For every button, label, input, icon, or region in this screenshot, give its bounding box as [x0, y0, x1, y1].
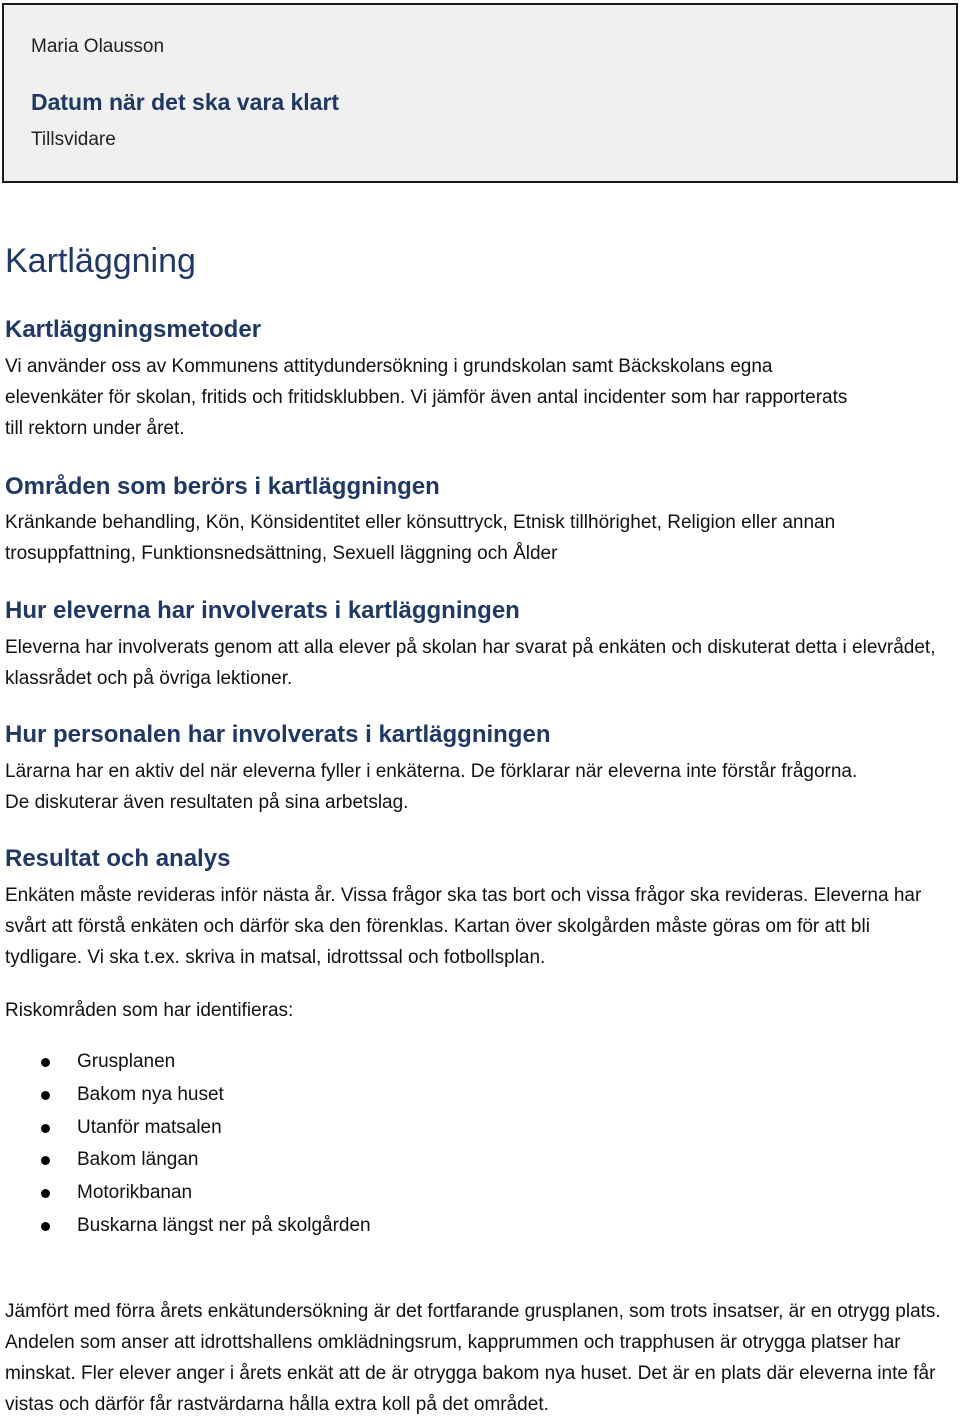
risk-areas-intro: Riskområden som har identifieras: — [5, 1000, 294, 1021]
section-heading-staff: Hur personalen har involverats i kartläggningen — [5, 721, 551, 748]
list-item — [5, 1177, 605, 1210]
closing-paragraph: Jämfört med förra årets enkätundersökning är det fortfarande grusplanen, som trots insatser, är en otrygg plats. Andelen som anser att idrottshallens omklädningsrum, kapprummen och trapphusen är otrygga platser har minskat. Fler elever anger i årets enkät att de är otrygga bakom nya huset. Det är en plats där eleverna inte får vistas och därför får rastvärdarna hålla extra koll på det området. — [5, 1301, 941, 1415]
section-heading-results: Resultat och analys — [5, 845, 231, 872]
list-item-label: Bakom längan — [77, 1149, 199, 1171]
list-item-label: Buskarna längst ner på skolgården — [77, 1214, 371, 1236]
bullet-icon — [41, 1058, 50, 1067]
list-item-label: Bakom nya huset — [77, 1083, 224, 1105]
list-item — [5, 1112, 605, 1145]
document-title: Kartläggning — [5, 242, 196, 280]
bullet-icon — [41, 1091, 50, 1100]
list-item — [5, 1079, 605, 1112]
list-item — [5, 1046, 605, 1079]
bullet-icon — [41, 1222, 50, 1231]
risk-areas-list — [5, 1046, 605, 1243]
list-item — [5, 1210, 605, 1243]
section-text-students: Eleverna har involverats genom att alla elever på skolan har svarat på enkäten och diskuterat detta i elevrådet, klassrådet och på övriga lektioner. — [5, 637, 936, 689]
list-item-label: Motorikbanan — [77, 1182, 193, 1204]
bullet-icon — [41, 1124, 50, 1133]
list-item-label: Utanför matsalen — [77, 1116, 222, 1138]
section-text-methods: Vi använder oss av Kommunens attitydundersökning i grundskolan samt Bäckskolans egna elevenkäter för skolan, fritids och fritidsklubben. Vi jämför även antal incidenter som har rapporterats till rektorn under året. — [5, 356, 848, 439]
list-item-label: Grusplanen — [77, 1051, 176, 1072]
list-item — [5, 1144, 605, 1177]
section-text-results: Enkäten måste revideras inför nästa år. Vissa frågor ska tas bort och vissa frågor ska revideras. Eleverna har svårt att förstå enkäten och därför ska den förenklas. Kartan över skolgården måste göras om för att bli tydligare. Vi ska t.ex. skriva in matsal, idrottssal och fotbollsplan. — [5, 885, 922, 968]
deadline-value: Tillsvidare — [31, 129, 116, 150]
header-box — [2, 3, 958, 183]
section-heading-methods: Kartläggningsmetoder — [5, 316, 262, 343]
responsible-person: Maria Olausson — [31, 36, 165, 57]
deadline-heading: Datum när det ska vara klart — [31, 89, 340, 115]
bullet-icon — [41, 1156, 50, 1165]
section-text-staff: Lärarna har en aktiv del när eleverna fyller i enkäterna. De förklarar när eleverna inte förstår frågorna. De diskuterar även resultaten på sina arbetslag. — [5, 761, 858, 813]
section-heading-areas: Områden som berörs i kartläggningen — [5, 473, 440, 500]
bullet-icon — [41, 1189, 50, 1198]
section-heading-students: Hur eleverna har involverats i kartläggningen — [5, 597, 520, 624]
section-text-areas: Kränkande behandling, Kön, Könsidentitet eller könsuttryck, Etnisk tillhörighet, Religion eller annan trosuppfattning, Funktionsnedsättning, Sexuell läggning och Ålder — [5, 512, 836, 564]
